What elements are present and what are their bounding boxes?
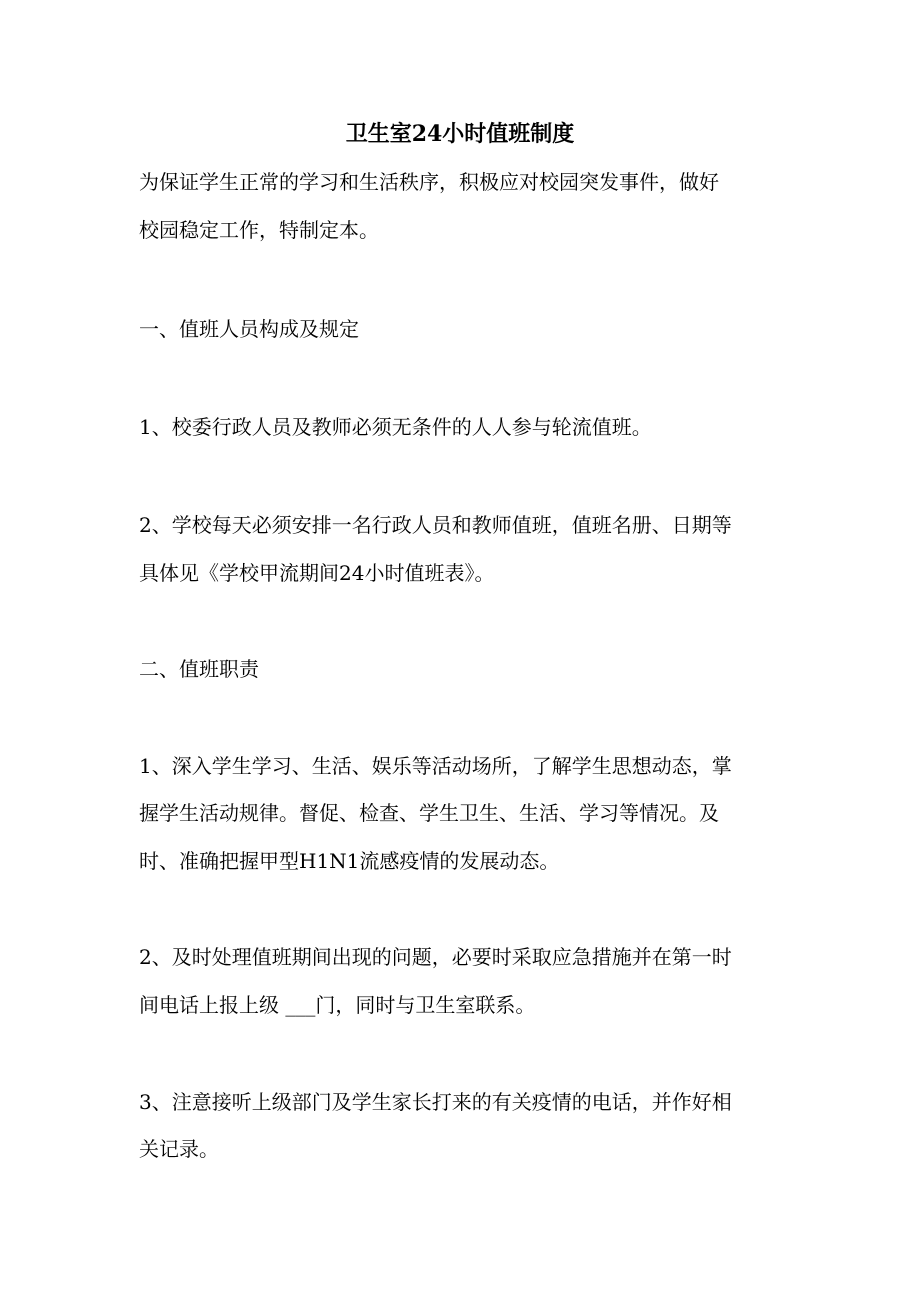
intro-line-2: 校园稳定工作，特制定本。 bbox=[139, 218, 379, 242]
section-1-item-1: 1、校委行政人员及教师必须无条件的人人参与轮流值班。 bbox=[139, 415, 652, 439]
section-2-heading: 二、值班职责 bbox=[139, 657, 259, 681]
intro-line-1: 为保证学生正常的学习和生活秩序，积极应对校园突发事件，做好 bbox=[139, 170, 719, 194]
section-2-item-2-line-2: 间电话上报上级 ___门，同时与卫生室联系。 bbox=[139, 993, 536, 1017]
section-2-item-3-line-1: 3、注意接听上级部门及学生家长打来的有关疫情的电话，并作好相 bbox=[139, 1090, 732, 1114]
section-1-item-2-line-2: 具体见《学校甲流期间24小时值班表》。 bbox=[139, 561, 495, 585]
section-1-item-2-line-1: 2、学校每天必须安排一名行政人员和教师值班，值班名册、日期等 bbox=[139, 513, 732, 537]
section-2-item-1-line-3: 时、准确把握甲型H1N1流感疫情的发展动态。 bbox=[139, 849, 560, 873]
document-title: 卫生室24小时值班制度 bbox=[345, 121, 575, 147]
section-2-item-3-line-2: 关记录。 bbox=[139, 1137, 219, 1161]
section-2-item-2-line-1: 2、及时处理值班期间出现的问题，必要时采取应急措施并在第一时 bbox=[139, 945, 732, 969]
section-2-item-1-line-2: 握学生活动规律。督促、检查、学生卫生、生活、学习等情况。及 bbox=[139, 801, 719, 825]
section-1-heading: 一、值班人员构成及规定 bbox=[139, 317, 359, 341]
section-2-item-1-line-1: 1、深入学生学习、生活、娱乐等活动场所，了解学生思想动态，掌 bbox=[139, 754, 732, 778]
